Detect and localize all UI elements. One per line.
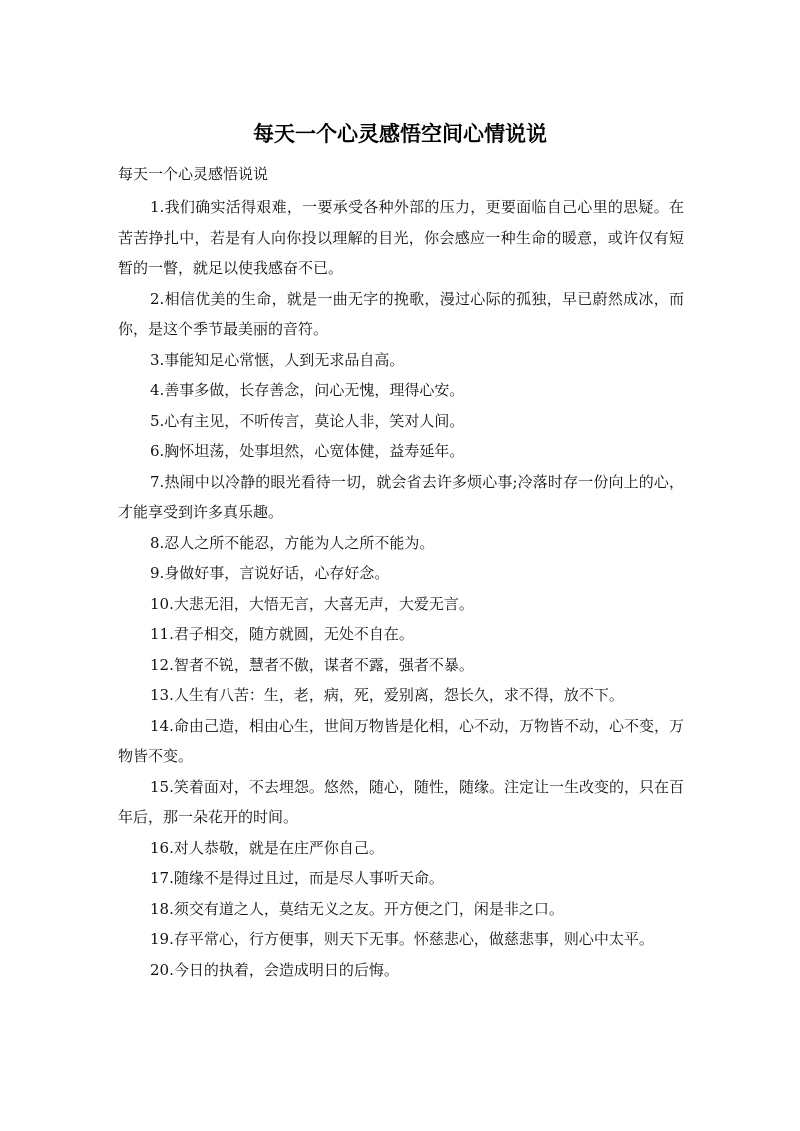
subtitle: 每天一个心灵感悟说说 bbox=[118, 165, 269, 183]
paragraph-11: 11.君子相交，随方就圆，无处不自在。 bbox=[150, 625, 414, 643]
paragraph-20: 20.今日的执着，会造成明日的后悔。 bbox=[150, 960, 399, 979]
paragraph-16: 16.对人恭敬，就是在庄严你自己。 bbox=[150, 838, 384, 857]
paragraph-6: 6.胸怀坦荡，处事坦然，心宽体健，益寿延年。 bbox=[150, 442, 465, 460]
paragraph-18: 18.须交有道之人，莫结无义之友。开方便之门，闲是非之口。 bbox=[150, 899, 564, 918]
paragraph-14: 14.命由己造，相由心生，世间万物皆是化相，心不动，万物皆不动，心不变，万物皆不变。 bbox=[118, 716, 684, 765]
paragraph-2: 2.相信优美的生命，就是一曲无字的挽歌，漫过心际的孤独，早已蔚然成冰，而你，是这个季节最美丽的音符。 bbox=[118, 289, 684, 338]
document-body bbox=[118, 192, 684, 985]
paragraph-3: 3.事能知足心常惬，人到无求品自高。 bbox=[150, 350, 405, 369]
paragraph-7: 7.热闹中以冷静的眼光看待一切，就会省去许多烦心事;冷落时存一份向上的心，才能享受到许多真乐趣。 bbox=[118, 472, 684, 521]
paragraph-1: 1.我们确实活得艰难，一要承受各种外部的压力，更要面临自己心里的思疑。在苦苦挣扎中，若是有人向你投以理解的目光，你会感应一种生命的暖意，或许仅有短暂的一瞥，就足以使我感奋不已。 bbox=[118, 198, 684, 277]
paragraph-19: 19.存平常心，行方便事，则天下无事。怀慈悲心，做慈悲事，则心中太平。 bbox=[150, 930, 654, 948]
paragraph-13: 13.人生有八苦：生，老，病，死，爱别离，怨长久，求不得，放不下。 bbox=[150, 686, 624, 704]
paragraph-8: 8.忍人之所不能忍，方能为人之所不能为。 bbox=[150, 533, 435, 552]
paragraph-9: 9.身做好事，言说好话，心存好念。 bbox=[150, 564, 390, 582]
paragraph-12: 12.智者不锐，慧者不傲，谋者不露，强者不暴。 bbox=[150, 655, 474, 674]
page-title: 每天一个心灵感悟空间心情说说 bbox=[253, 122, 547, 146]
paragraph-17: 17.随缘不是得过且过，而是尽人事听天命。 bbox=[150, 869, 444, 887]
paragraph-5: 5.心有主见，不听传言，莫论人非，笑对人间。 bbox=[150, 411, 465, 430]
paragraph-10: 10.大悲无泪，大悟无言，大喜无声，大爱无言。 bbox=[150, 594, 474, 613]
paragraph-4: 4.善事多做，长存善念，问心无愧，理得心安。 bbox=[150, 381, 465, 399]
paragraph-15: 15.笑着面对，不去埋怨。悠然，随心，随性，随缘。注定让一生改变的，只在百年后，那一朵花开的时间。 bbox=[118, 777, 684, 826]
